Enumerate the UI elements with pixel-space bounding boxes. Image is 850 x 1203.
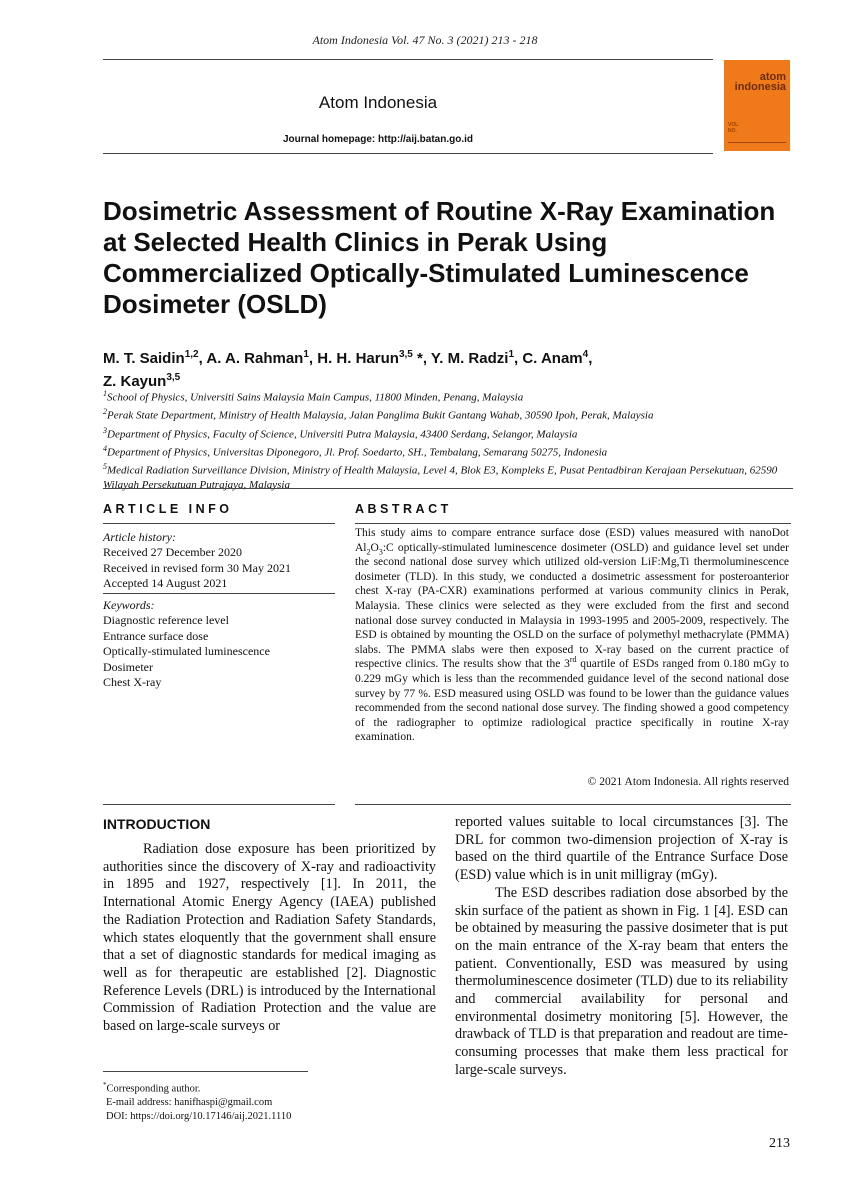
article-info-rule [103, 523, 335, 524]
affiliation-number: 1 [103, 389, 107, 398]
author-affil-sup: 1 [303, 349, 309, 360]
article-title: Dosimetric Assessment of Routine X-Ray Examination at Selected Health Clinics in Perak Using Commercialized Optically-Stimulated Luminescence Dosimeter (OSLD) [103, 196, 776, 319]
cover-no: NO. [728, 128, 737, 134]
affiliation-text: Department of Physics, Faculty of Science, Universiti Putra Malaysia, 43400 Serdang, Selangor, Malaysia [107, 428, 578, 441]
body-paragraph: Radiation dose exposure has been prioritized by authorities since the discovery of X-ray and radioactivity in 1895 and 1927, respectively [1]. In 2011, the International Atomic Energy Agency (IAEA) published the Radiation Protection and Radiation Safety Standards, which states eloquently that the government shall ensure that a set of diagnostic standards for medical imaging as well as for therapeutic are established [2]. Diagnostic Reference Levels (DRL) is introduced by the International Commission of Radiation Protection and the value are based on large-scale surveys or [103, 841, 436, 1035]
article-info-heading: ARTICLE INFO [103, 502, 233, 516]
header-rule-top [103, 59, 713, 60]
corresponding-label: Corresponding author. [106, 1083, 201, 1095]
cover-logo [724, 72, 786, 92]
author-sep: , [514, 350, 523, 367]
copyright-notice: © 2021 Atom Indonesia. All rights reserved [587, 776, 789, 788]
keyword: Optically-stimulated luminescence [103, 644, 270, 659]
history-label: Article history: [103, 530, 176, 544]
author: Y. M. Radzi [430, 350, 509, 367]
cover-logo-line-2: indonesia [734, 81, 786, 93]
header-rule-bottom [103, 153, 713, 154]
author-sep: , [198, 350, 207, 367]
footnote-doi: DOI: https://doi.org/10.17146/aij.2021.1110 [106, 1110, 292, 1122]
abstract-heading: ABSTRACT [355, 502, 452, 516]
cover-vol: VOL. [728, 122, 740, 128]
author-affil-sup: 1 [508, 349, 514, 360]
author-affil-sup: 4 [582, 349, 589, 360]
footnote [103, 1079, 433, 1123]
affiliation [103, 424, 803, 442]
affiliation-text: School of Physics, Universiti Sains Malaysia Main Campus, 11800 Minden, Penang, Malaysia [107, 391, 524, 404]
footnote-email: E-mail address: hanifhaspi@gmail.com [106, 1097, 273, 1108]
corresponding-author-note [103, 1079, 433, 1096]
author-list [103, 345, 793, 391]
author-affil-sup: 3,5 [398, 349, 413, 360]
keyword: Entrance surface dose [103, 628, 209, 643]
abstract-text [355, 526, 789, 745]
article-info-bottom-rule [103, 804, 335, 805]
author: M. T. Saidin [103, 350, 185, 367]
author: A. A. Rahman [206, 350, 304, 367]
journal-cover-thumbnail [724, 60, 790, 151]
affiliation [103, 405, 803, 423]
affiliation-number: 2 [103, 407, 107, 417]
abstract-part: O [370, 541, 379, 554]
keyword: Diagnostic reference level [103, 613, 229, 628]
cover-logo-line-1: atom [759, 71, 786, 83]
body-column-left [103, 841, 436, 1036]
revised-date: Received in revised form 30 May 2021 [103, 560, 291, 575]
affiliation [103, 387, 803, 405]
affiliation-list [103, 387, 803, 493]
page-number: 213 [769, 1136, 790, 1151]
author-affil-sup: 3,5 [166, 372, 181, 383]
affiliation-number: 5 [103, 462, 107, 471]
affiliation-number: 4 [103, 443, 107, 453]
history-rule [103, 593, 335, 594]
journal-name: Atom Indonesia [318, 93, 438, 112]
footnote-marker: * [103, 1081, 107, 1089]
author: C. Anam [522, 350, 583, 367]
running-head: Atom Indonesia Vol. 47 No. 3 (2021) 213 - 218 [312, 33, 538, 47]
author-affil-sup: 1,2 [184, 349, 199, 360]
author: Z. Kayun [103, 373, 167, 390]
abstract-part: This study aims to compare entrance surface dose (ESD) values measured with nanoDot Al [355, 527, 789, 554]
body-paragraph: The ESD describes radiation dose absorbed by the skin surface of the patient as shown in Fig. 1 [4]. ESD can be obtained by measuring the passive dosimeter that is put on the main entrance of the X-ray beam that enters the patient. Conventionally, ESD was measured by using thermoluminescence dosimeter (TLD) due to its reliability and commercial availability for personal and environmental dosimetry monitoring [5]. However, the drawback of TLD is that preparation and readout are time-consuming processes that make them less practical for large-scale surveys. [455, 884, 788, 1078]
abstract-superscript: rd [569, 655, 577, 665]
abstract-part: :C optically-stimulated luminescence dosimeter (OSLD) and guidance level set under the second national dose survey which utilized old-version LiF:Mg,Ti thermoluminescence dosimeter (TLD). In this study, we conducted a dosimetric assessment for posteroanterior chest X-ray (PA-CXR) examinations performed at various community clinics in Perak, Malaysia. These clinics were selected as they were excluded from the first and second national dose survey conducted in Malaysia in 1993-1995 and 2005-2009, respectively. The ESD is obtained by mounting the OSLD on the surface of polymethyl methacrylate (PMMA) slabs. The PMMA slabs were then exposed to X-ray based on the current practice of respective clinics. The results show that the 3 [355, 541, 789, 671]
keyword: Chest X-ray [103, 675, 162, 690]
abstract-subscript: 2 [366, 546, 371, 556]
cover-rule [728, 142, 786, 143]
article-history [103, 530, 335, 592]
affiliation [103, 442, 803, 460]
author: H. H. Harun [317, 350, 399, 367]
received-date: Received 27 December 2020 [103, 545, 242, 560]
cover-volume-info [728, 122, 739, 134]
body-paragraph: reported values suitable to local circumstances [3]. The DRL for common two-dimension projection of X-ray is based on the third quartile of the Entrance Surface Dose (ESD) value which is in unit milligray (mGy). [455, 814, 788, 884]
affiliation-text: Perak State Department, Ministry of Health Malaysia, Jalan Panglima Bukit Gantang Wahab, 30590 Ipoh, Perak, Malaysia [107, 409, 654, 422]
affiliation-number: 3 [103, 425, 107, 435]
affiliation-rule [103, 488, 793, 489]
abstract-subscript: 3 [378, 546, 383, 556]
abstract-rule [355, 523, 791, 524]
footnote-rule [103, 1071, 308, 1072]
keyword: Dosimeter [103, 659, 153, 674]
abstract-bottom-rule [355, 804, 791, 805]
abstract-part: quartile of ESDs ranged from 0.180 mGy to 0.229 mGy which is less than the recommended guidance level of the second national dose survey by 77 %. ESD measured using OSLD was found to be lower than the guidance values recommended from the second national dose survey. The finding showed a good competency of the radiographer to optimize radiological practice specifically in routine X-ray examination. [355, 658, 789, 744]
accepted-date: Accepted 14 August 2021 [103, 576, 228, 591]
journal-homepage: Journal homepage: http://aij.batan.go.id [282, 134, 473, 145]
author-sep: , [308, 350, 318, 367]
keywords-block [103, 598, 335, 690]
affiliation-text: Medical Radiation Surveillance Division, Ministry of Health Malaysia, Level 4, Blok E3, Kompleks E, Pusat Pentadbiran Kerajaan Persekutuan, 62590 Wilayah Persekutuan Putrajaya, Malaysia [103, 464, 778, 492]
author-sep: , [588, 350, 593, 367]
body-column-right [455, 814, 788, 1080]
introduction-heading: INTRODUCTION [103, 816, 211, 832]
keywords-label: Keywords: [103, 598, 155, 612]
author-sep: *, [412, 350, 431, 367]
affiliation-text: Department of Physics, Universitas Diponegoro, Jl. Prof. Soedarto, SH., Tembalang, Semarang 50275, Indonesia [107, 446, 608, 459]
